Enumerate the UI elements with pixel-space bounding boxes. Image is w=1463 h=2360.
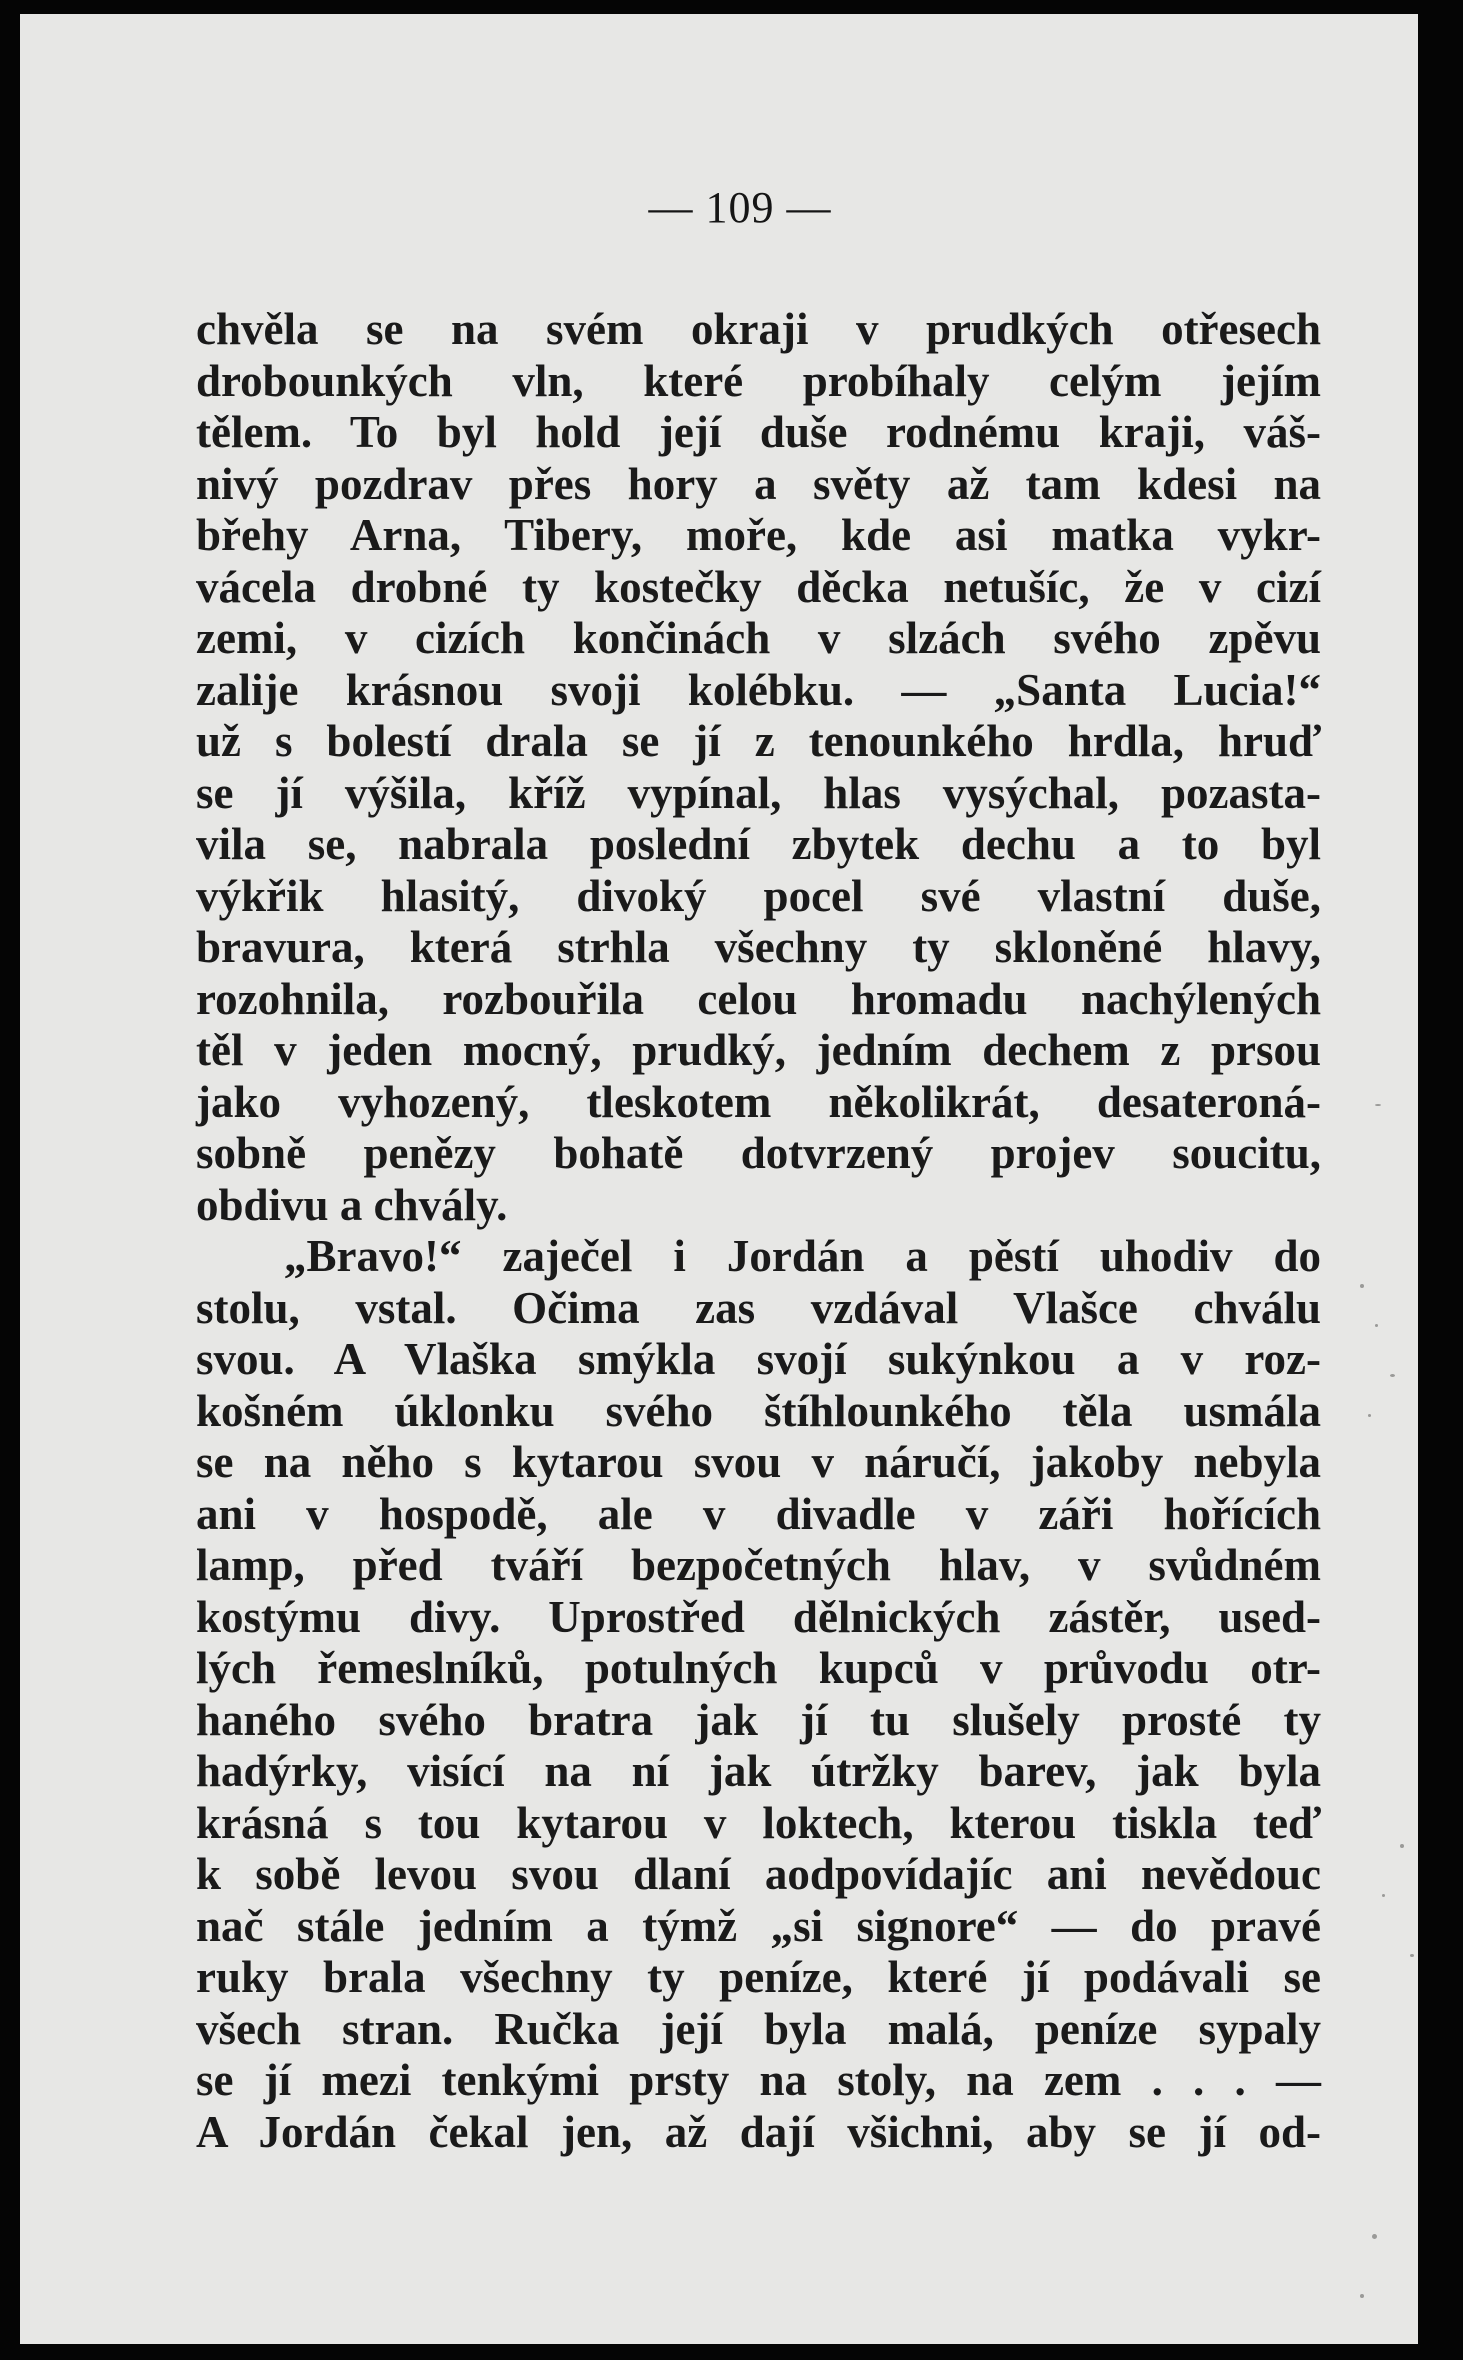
text-line: haného svého bratra jak jí tu slušely prosté ty bbox=[196, 1694, 1321, 1745]
text-line: už s bolestí drala se jí z tenounkého hrdla, hruď bbox=[196, 716, 1321, 766]
text-line: se na něho s kytarou svou v náručí, jakoby nebyla bbox=[196, 1437, 1321, 1487]
text-line: chvěla se na svém okraji v prudkých otřesech bbox=[196, 304, 1321, 354]
text-line: bravura, která strhla všechny ty skloněné hlavy, bbox=[196, 922, 1321, 972]
text-line: lých řemeslníků, potulných kupců v průvodu otr- bbox=[196, 1643, 1321, 1693]
book-page bbox=[20, 14, 1418, 2344]
paper-speck bbox=[1400, 1844, 1404, 1848]
text-line: rozohnila, rozbouřila celou hromadu nachýlených bbox=[196, 973, 1321, 1024]
text-line: tělem. To byl hold její duše rodnému kraji, váš- bbox=[196, 407, 1321, 457]
body-text bbox=[196, 304, 1321, 2158]
text-line: stolu, vstal. Očima zas vzdával Vlašce chválu bbox=[196, 1282, 1321, 1333]
text-line: všech stran. Ručka její byla malá, peníze sypaly bbox=[196, 2003, 1321, 2054]
text-line: zemi, v cizích končinách v slzách svého zpěvu bbox=[196, 613, 1321, 663]
text-line: ruky brala všechny ty peníze, které jí podávali se bbox=[196, 1952, 1321, 2002]
text-line: vácela drobné ty kostečky děcka netušíc, že v cizí bbox=[196, 561, 1321, 612]
text-line: vila se, nabrala poslední zbytek dechu a to byl bbox=[196, 819, 1321, 869]
text-line: A Jordán čekal jen, až dají všichni, aby se jí od- bbox=[196, 2106, 1321, 2157]
text-line: drobounkých vln, které probíhaly celým jejím bbox=[196, 355, 1321, 406]
text-line: k sobě levou svou dlaní aodpovídajíc ani nevědouc bbox=[196, 1849, 1321, 1899]
paper-speck bbox=[1410, 1954, 1414, 1957]
paper-speck bbox=[1382, 1894, 1385, 1897]
text-line: zalije krásnou svoji kolébku. — „Santa Lucia!“ bbox=[196, 664, 1321, 715]
text-line: svou. A Vlaška smýkla svojí sukýnkou a v roz- bbox=[196, 1334, 1321, 1384]
text-line: „Bravo!“ zaječel i Jordán a pěstí uhodiv do bbox=[284, 1231, 1321, 1281]
page-number: — 109 — bbox=[648, 183, 832, 232]
text-line: kostýmu divy. Uprostřed dělnických zástěr, used- bbox=[196, 1591, 1321, 1642]
text-line: hadýrky, visící na ní jak útržky barev, jak byla bbox=[196, 1746, 1321, 1796]
text-line: obdivu a chvály. bbox=[196, 1179, 508, 1230]
paper-speck bbox=[1372, 2234, 1377, 2239]
text-line: výkřik hlasitý, divoký pocel své vlastní duše, bbox=[196, 870, 1321, 921]
paper-speck bbox=[1375, 1324, 1378, 1327]
text-line: těl v jeden mocný, prudký, jedním dechem z prsou bbox=[196, 1025, 1321, 1075]
text-line: ani v hospodě, ale v divadle v záři hořících bbox=[196, 1488, 1321, 1539]
text-line: nač stále jedním a týmž „si signore“ — do pravé bbox=[196, 1900, 1321, 1951]
paper-speck bbox=[1368, 1414, 1371, 1417]
text-line: sobně penězy bohatě dotvrzený projev soucitu, bbox=[196, 1128, 1321, 1178]
text-line: se jí výšila, kříž vypínal, hlas vysýchal, pozasta- bbox=[196, 767, 1321, 818]
text-line: lamp, před tváří bezpočetných hlav, v svůdném bbox=[196, 1540, 1321, 1590]
text-line: se jí mezi tenkými prsty na stoly, na zem . . . — bbox=[196, 2055, 1321, 2105]
paper-speck bbox=[1360, 2294, 1364, 2298]
text-line: krásná s tou kytarou v loktech, kterou tiskla teď bbox=[196, 1797, 1321, 1848]
text-line: nivý pozdrav přes hory a světy až tam kdesi na bbox=[196, 458, 1321, 509]
text-line: břehy Arna, Tibery, moře, kde asi matka vykr- bbox=[196, 510, 1321, 560]
text-line: košném úklonku svého štíhlounkého těla usmála bbox=[196, 1385, 1321, 1436]
text-line: jako vyhozený, tleskotem několikrát, desateroná- bbox=[196, 1076, 1321, 1127]
paper-speck bbox=[1390, 1374, 1395, 1377]
paper-speck bbox=[1360, 1284, 1364, 1288]
paper-speck bbox=[1375, 1104, 1381, 1106]
